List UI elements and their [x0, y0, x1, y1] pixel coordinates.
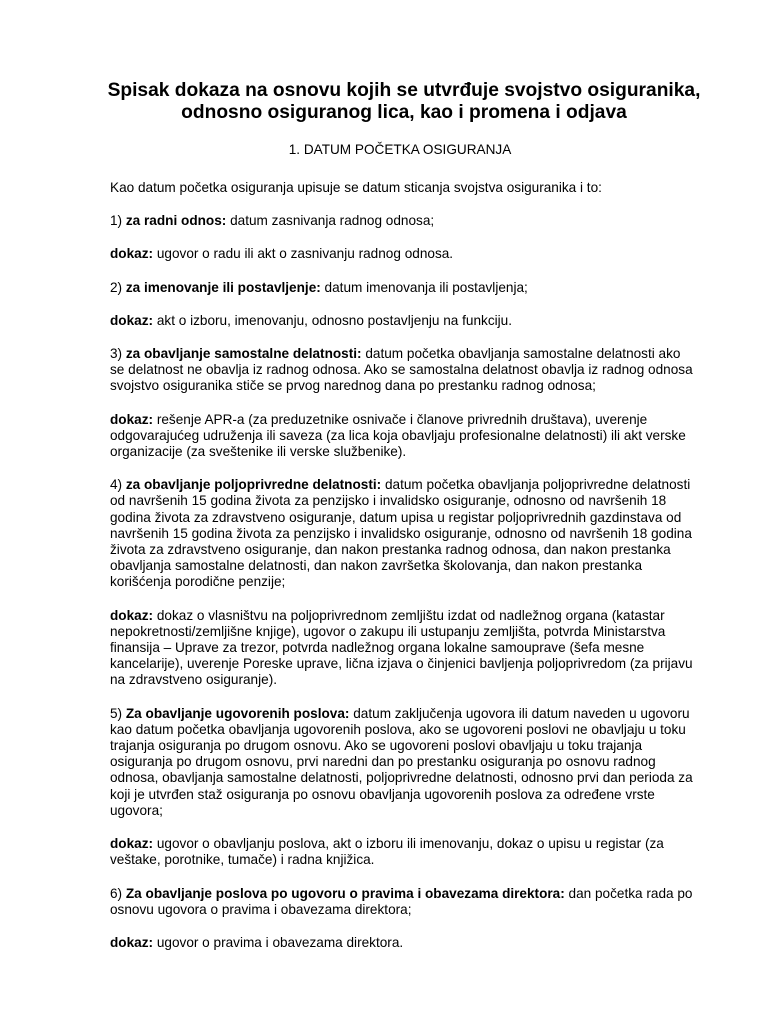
item-6-proof-label: dokaz: [110, 934, 154, 950]
item-1-proof-label: dokaz: [110, 246, 154, 262]
item-5-label: Za obavljanje ugovorenih poslova: [125, 705, 350, 721]
item-3-number: 3) [110, 346, 126, 362]
item-3-proof-text: rešenje APR-a (za preduzetnike osnivače i članove privrednih društava), uverenje odgovarajućeg udruženja ili saveza (za lica koja obavljaju profesionalne delatnosti) ili akt verske organizacije (za sveštenike ili verske službenike). [110, 411, 686, 460]
item-6-label: Za obavljanje poslova po ugovoru o pravima i obavezama direktora: [125, 885, 565, 901]
item-4-proof-label: dokaz: [110, 607, 154, 623]
item-3-proof [110, 412, 696, 461]
item-2-proof-label: dokaz: [110, 312, 154, 328]
item-5-proof [110, 836, 696, 868]
item-4-proof [110, 608, 696, 689]
title-line-1: Spisak dokaza na osnovu kojih se utvrđuje svojstvo osiguranika, [107, 80, 701, 101]
item-3-label: za obavljanje samostalne delatnosti: [125, 346, 362, 362]
item-2-text: datum imenovanja ili postavljenja; [320, 279, 528, 295]
item-3-proof-label: dokaz: [110, 411, 154, 427]
item-5-paragraph [110, 706, 696, 819]
item-2-paragraph [110, 280, 696, 296]
item-4-paragraph [110, 477, 696, 590]
item-6-proof [110, 935, 696, 951]
item-6-number: 6) [110, 885, 126, 901]
item-4-number: 4) [110, 477, 126, 493]
document-title [104, 80, 704, 124]
item-5-proof-text: ugovor o obavljanju poslova, akt o izboru ili imenovanju, dokaz o upisu u registar (za veštake, porotnike, tumače) i radna knjižica. [110, 836, 664, 868]
item-6-paragraph [110, 886, 696, 918]
item-1-text: datum zasnivanja radnog odnosa; [226, 213, 435, 229]
item-6-proof-text: ugovor o pravima i obavezama direktora. [153, 934, 404, 950]
item-5-proof-label: dokaz: [110, 836, 154, 852]
item-1-number: 1) [110, 213, 126, 229]
item-1-proof [110, 246, 696, 262]
item-6-text: dan početka rada po osnovu ugovora o pravima i obavezama direktora; [110, 885, 693, 917]
section-heading: 1. DATUM POČETKA OSIGURANJA [288, 142, 512, 157]
title-line-2: odnosno osiguranog lica, kao i promena i odjava [181, 102, 627, 123]
item-2-number: 2) [110, 279, 126, 295]
item-4-text: datum početka obavljanja poljoprivredne delatnosti od navršenih 15 godina života za penzijsko i invalidsko osiguranje, odnosno od navršenih 18 godina života za zdravstveno osiguranje, datum upisa u registar poljoprivrednih gazdinstava od navršenih 15 godina života za penzijsko i invalidsko osiguranje, odnosno od navršenih 18 godina života za zdravstveno osiguranje, dan nakon prestanka radnog odnosa, dan nakon prestanka obavljanja samostalne delatnosti, dan nakon završetka školovanja, dan nakon prestanka korišćenja porodične penzije; [110, 477, 692, 590]
item-1-label: za radni odnos: [125, 213, 227, 229]
item-4-label: za obavljanje poljoprivredne delatnosti: [125, 477, 382, 493]
item-1-proof-text: ugovor o radu ili akt o zasnivanju radnog odnosa. [153, 246, 454, 262]
intro-paragraph: Kao datum početka osiguranja upisuje se datum sticanja svojstva osiguranika i to: [110, 180, 602, 195]
item-3-paragraph [110, 346, 696, 395]
item-2-label: za imenovanje ili postavljenje: [125, 279, 321, 295]
item-1-paragraph [110, 213, 696, 229]
item-5-number: 5) [110, 705, 126, 721]
item-2-proof [110, 313, 696, 329]
item-2-proof-text: akt o izboru, imenovanju, odnosno postavljenju na funkciju. [153, 312, 513, 328]
item-5-text: datum zaključenja ugovora ili datum naveden u ugovoru kao datum početka obavljanja ugovorenih poslova, ako se ugovoreni poslovi ne obavljaju u toku trajanja osiguranja po drugom osnovu. Ako se ugovoreni poslovi obavljaju u toku trajanja osiguranja po drugom osnovu, prvi naredni dan po prestanku osiguranja po osnovu radnog odnosa, obavljanja samostalne delatnosti, poljoprivredne delatnosti, odnosno prvi dan perioda za koji je utvrđen staž osiguranja po osnovu obavljanja ugovorenih poslova za određene vrste ugovora; [110, 705, 693, 818]
item-4-proof-text: dokaz o vlasništvu na poljoprivrednom zemljištu izdat od nadležnog organa (katastar nepokretnosti/zemljišne knjige), ugovor o zakupu ili ustupanju zemljišta, potvrda Ministarstva finansija – Uprave za trezor, potvrda nadležnog organa lokalne samouprave (šefa mesne kancelarije), uverenje Poreske uprave, lična izjava o činjenici bavljenja poljoprivredom (za prijavu na zdravstveno osiguranje). [110, 607, 693, 688]
item-3-text: datum početka obavljanja samostalne delatnosti ako se delatnost ne obavlja iz radnog odnosa. Ako se samostalna delatnost obavlja iz radnog odnosa svojstvo osiguranika stiče se prvog narednog dana po prestanku radnog odnosa; [110, 346, 693, 394]
